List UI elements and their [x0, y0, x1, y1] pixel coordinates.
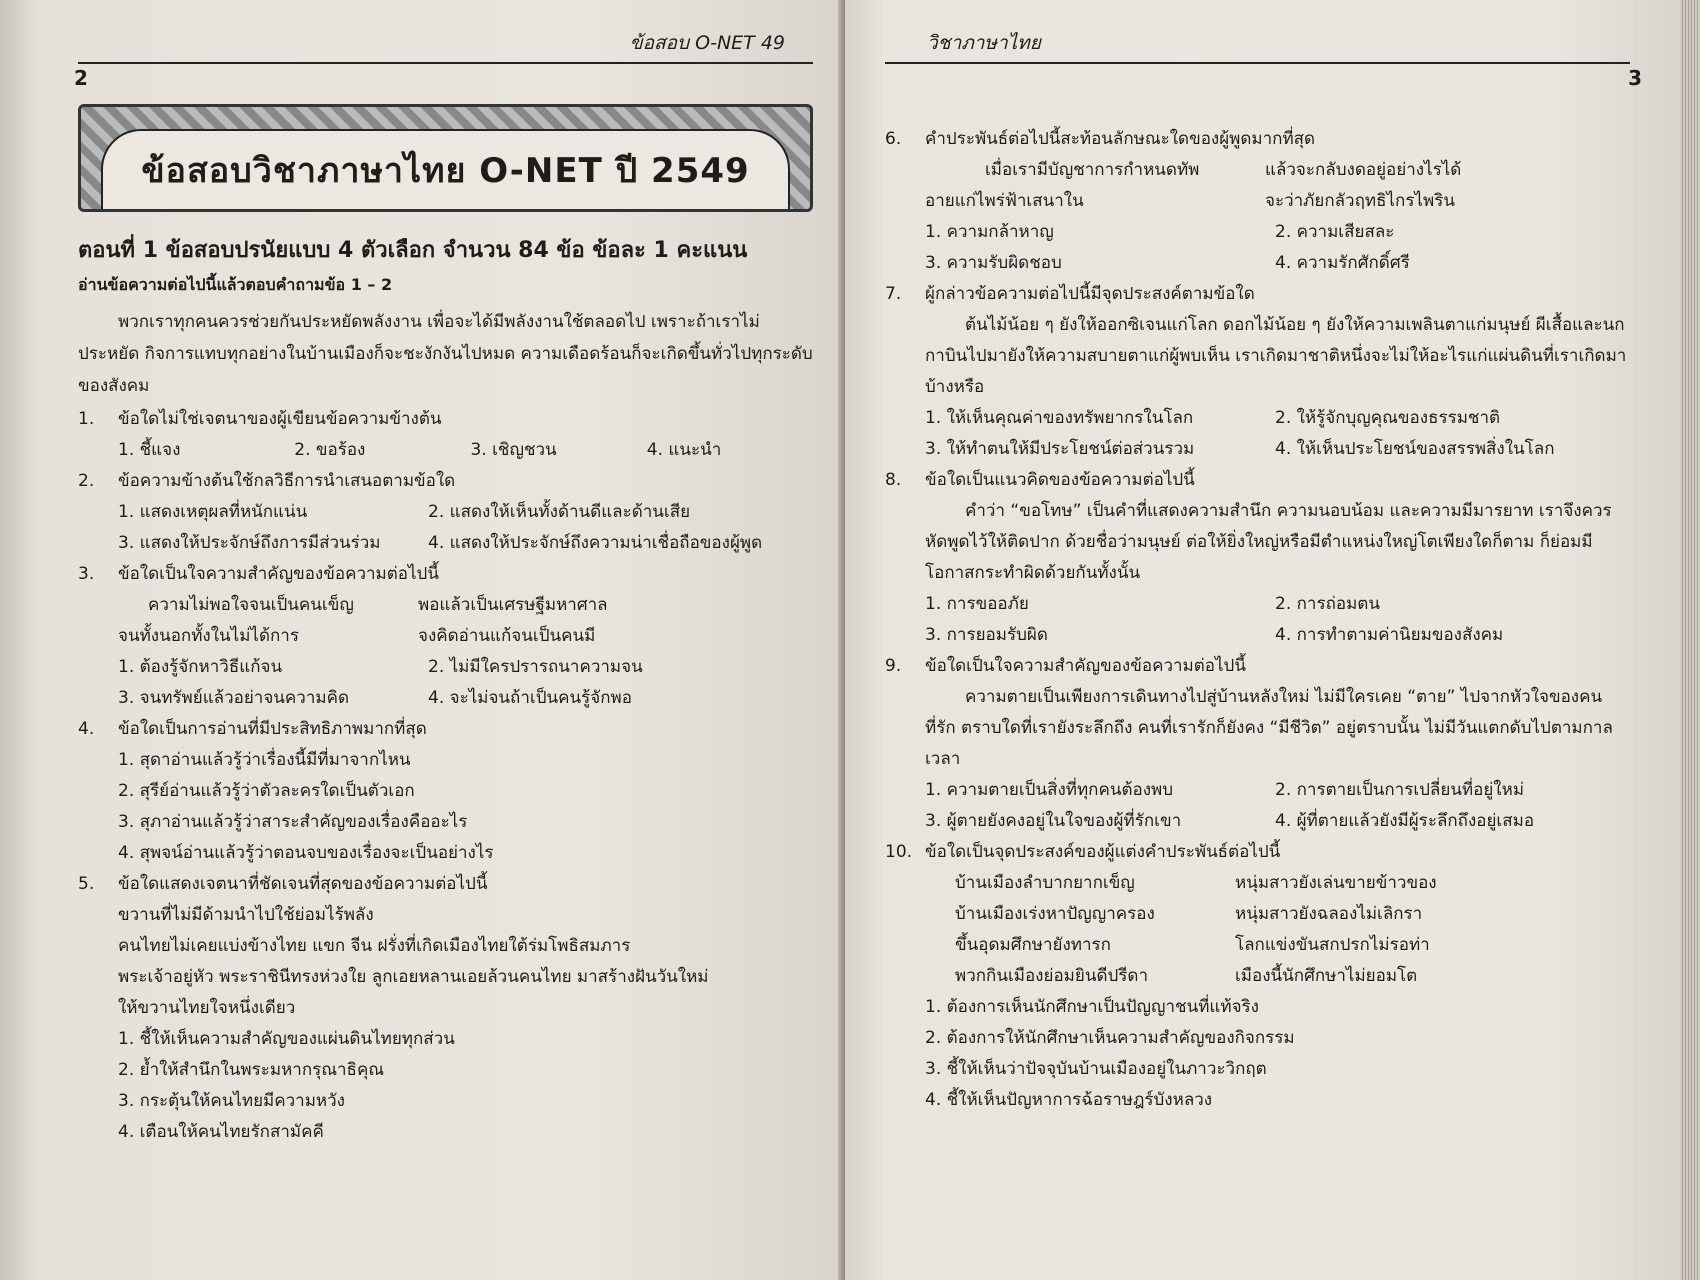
option: 1. แสดงเหตุผลที่หนักแน่น — [118, 502, 308, 522]
option: 3. ผู้ตายยังคงอยู่ในใจของผู้ที่รักเขา — [925, 811, 1182, 831]
poem-line: จะว่าภัยกลัวฤทธิไกรไพริน — [1265, 191, 1455, 211]
poem-line: อายแก่ไพร่ฟ้าเสนาใน — [925, 191, 1084, 211]
option: 3. สุภาอ่านแล้วรู้ว่าสาระสำคัญของเรื่องคืออะไร — [118, 812, 468, 832]
option: 3. ความรับผิดชอบ — [925, 253, 1062, 273]
option: 3. เชิญชวน — [470, 440, 557, 460]
question-text: ข้อใดเป็นแนวคิดของข้อความต่อไปนี้ — [925, 470, 1195, 490]
option: 1. การขออภัย — [925, 594, 1029, 614]
option: 2. ต้องการให้นักศึกษาเห็นความสำคัญของกิจกรรม — [925, 1028, 1295, 1048]
question-9 — [885, 651, 1630, 837]
question-text: ข้อใดเป็นใจความสำคัญของข้อความต่อไปนี้ — [925, 656, 1246, 676]
question-number: 9. — [885, 656, 902, 676]
question-passage: ความตายเป็นเพียงการเดินทางไปสู่บ้านหลังใหม่ ไม่มีใครเคย “ตาย” ไปจากหัวใจของคนที่รัก ตราบใดที่เรายังระลึกถึง คนที่เรารักก็ยังคง “มีชีวิต” อยู่ตราบนั้น ไม่มีวันแตกดับไปตามกาลเวลา — [925, 687, 1613, 769]
option: 1. ให้เห็นคุณค่าของทรัพยากรในโลก — [925, 408, 1194, 428]
question-text: ผู้กล่าวข้อความต่อไปนี้มีจุดประสงค์ตามข้อใด — [925, 284, 1255, 304]
option: 4. แนะนำ — [646, 440, 722, 460]
right-running-header — [885, 24, 1642, 90]
option: 2. แสดงให้เห็นทั้งด้านดีและด้านเสีย — [428, 502, 691, 522]
right-running-title: วิชาภาษาไทย — [927, 32, 1041, 54]
option: 4. ความรักศักดิ์ศรี — [1275, 253, 1410, 273]
option: 2. ไม่มีใครปรารถนาความจน — [428, 657, 643, 677]
question-number: 3. — [78, 564, 95, 584]
title-banner — [78, 104, 813, 212]
poem-line: บ้านเมืองลำบากยากเข็ญ — [955, 873, 1135, 893]
option: 2. ความเสียสละ — [1275, 222, 1395, 242]
option: 3. ให้ทำตนให้มีประโยชน์ต่อส่วนรวม — [925, 439, 1195, 459]
poem-line: พวกกินเมืองย่อมยินดีปรีดา — [955, 966, 1148, 986]
question-text: ข้อใดไม่ใช่เจตนาของผู้เขียนข้อความข้างต้น — [118, 409, 442, 429]
option: 3. แสดงให้ประจักษ์ถึงการมีส่วนร่วม — [118, 533, 381, 553]
poem-line: หนุ่มสาวยังฉลองไม่เลิกรา — [1235, 904, 1423, 924]
section-heading: ตอนที่ 1 ข้อสอบปรนัยแบบ 4 ตัวเลือก จำนวน 84 ข้อ ข้อละ 1 คะแนน — [78, 238, 748, 263]
poem-line: พอแล้วเป็นเศรษฐีมหาศาล — [418, 595, 608, 615]
question-4 — [78, 714, 813, 869]
option: 1. ต้องการเห็นนักศึกษาเป็นปัญญาชนที่แท้จริง — [925, 997, 1259, 1017]
question-number: 2. — [78, 471, 95, 491]
page-stack-edge — [1680, 0, 1700, 1280]
option: 1. สุดาอ่านแล้วรู้ว่าเรื่องนี้มีที่มาจากไหน — [118, 750, 411, 770]
question-number: 4. — [78, 719, 95, 739]
option: 2. ให้รู้จักบุญคุณของธรรมชาติ — [1275, 408, 1501, 428]
poem-line: ความไม่พอใจจนเป็นคนเข็ญ — [148, 595, 354, 615]
poem-line: แล้วจะกลับงดอยู่อย่างไรได้ — [1265, 160, 1462, 180]
question-10 — [885, 837, 1630, 1116]
instruction: อ่านข้อความต่อไปนี้แล้วตอบคำถามข้อ 1 – 2 — [78, 275, 393, 294]
question-number: 10. — [885, 842, 913, 862]
question-text: ข้อใดแสดงเจตนาที่ชัดเจนที่สุดของข้อความต่อไปนี้ — [118, 874, 488, 894]
question-number: 1. — [78, 409, 95, 429]
option: 1. ชี้ให้เห็นความสำคัญของแผ่นดินไทยทุกส่วน — [118, 1029, 455, 1049]
option: 2. ขอร้อง — [294, 440, 366, 460]
question-3 — [78, 559, 813, 714]
question-number: 8. — [885, 470, 902, 490]
question-number: 6. — [885, 129, 902, 149]
passage-1-2: พวกเราทุกคนควรช่วยกันประหยัดพลังงาน เพื่อจะได้มีพลังงานใช้ตลอดไป เพราะถ้าเราไม่ประหยัด กิจการแทบทุกอย่างในบ้านเมืองก็จะชะงักงันไปหมด ความเดือดร้อนก็จะเกิดขึ้นทั่วไปทุกระดับของสังคม — [78, 312, 813, 396]
left-page-number: 2 — [74, 66, 88, 90]
quote-line: ให้ขวานไทยใจหนึ่งเดียว — [118, 998, 296, 1018]
question-number: 5. — [78, 874, 95, 894]
question-1 — [78, 404, 813, 466]
option: 4. ให้เห็นประโยชน์ของสรรพสิ่งในโลก — [1275, 439, 1555, 459]
question-8 — [885, 465, 1630, 651]
quote-line: คนไทยไม่เคยแบ่งข้างไทย แขก จีน ฝรั่งที่เกิดเมืองไทยใต้ร่มโพธิสมภาร — [118, 936, 631, 956]
option: 2. สุรีย์อ่านแล้วรู้ว่าตัวละครใดเป็นตัวเอก — [118, 781, 415, 801]
poem-line: เมื่อเรามีบัญชาการกำหนดทัพ — [985, 160, 1200, 180]
question-6 — [885, 124, 1630, 279]
option: 4. การทำตามค่านิยมของสังคม — [1275, 625, 1504, 645]
poem-line: โลกแข่งขันสกปรกไม่รอท่า — [1235, 935, 1430, 955]
question-7 — [885, 279, 1630, 465]
poem-line: หนุ่มสาวยังเล่นขายข้าวของ — [1235, 873, 1437, 893]
option: 4. สุพจน์อ่านแล้วรู้ว่าตอนจบของเรื่องจะเป็นอย่างไร — [118, 843, 494, 863]
question-passage: คำว่า “ขอโทษ” เป็นคำที่แสดงความสำนึก ความนอบน้อม และความมีมารยาท เราจึงควรหัดพูดไว้ให้ติดปาก ด้วยชื่อว่ามนุษย์ ต่อให้ยิ่งใหญ่หรือมีตำแหน่งใหญ่โตเพียงใดก็ตาม ก็ย่อมมีโอกาสกระทำผิดด้วยกันทั้งนั้น — [925, 501, 1612, 583]
option: 4. เตือนให้คนไทยรักสามัคคี — [118, 1122, 324, 1142]
question-text: คำประพันธ์ต่อไปนี้สะท้อนลักษณะใดของผู้พูดมากที่สุด — [925, 129, 1316, 149]
question-text: ข้อใดเป็นใจความสำคัญของข้อความต่อไปนี้ — [118, 564, 439, 584]
poem-line: จนทั้งนอกทั้งในไม่ได้การ — [118, 626, 299, 646]
option: 1. ความตายเป็นสิ่งที่ทุกคนต้องพบ — [925, 780, 1173, 800]
left-running-header — [74, 24, 813, 90]
right-page-number: 3 — [1628, 66, 1642, 90]
option: 3. จนทรัพย์แล้วอย่าจนความคิด — [118, 688, 350, 708]
option: 3. การยอมรับผิด — [925, 625, 1048, 645]
exam-title: ข้อสอบวิชาภาษาไทย O-NET ปี 2549 — [141, 151, 750, 191]
right-page — [845, 0, 1680, 1280]
option: 4. ผู้ที่ตายแล้วยังมีผู้ระลึกถึงอยู่เสมอ — [1275, 811, 1535, 831]
poem-line: เมืองนี้นักศึกษาไม่ยอมโต — [1235, 966, 1418, 986]
option: 4. ชี้ให้เห็นปัญหาการฉ้อราษฎร์บังหลวง — [925, 1090, 1213, 1110]
question-passage: ต้นไม้น้อย ๆ ยังให้ออกซิเจนแก่โลก ดอกไม้น้อย ๆ ยังให้ความเพลินตาแก่มนุษย์ ผีเสื้อและนกกาบินไปมายังให้ความสบายตาแก่ผู้พบเห็น เราเกิดมาชาติหนึ่งจะไม่ให้อะไรแก่แผ่นดินที่เราเกิดมาบ้างหรือ — [925, 315, 1627, 397]
quote-line: ขวานที่ไม่มีด้ามนำไปใช้ย่อมไร้พลัง — [118, 905, 374, 925]
title-banner-inner — [101, 129, 790, 209]
question-2 — [78, 466, 813, 559]
left-running-title: ข้อสอบ O-NET 49 — [629, 32, 785, 54]
quote-line: พระเจ้าอยู่หัว พระราชินีทรงห่วงใย ลูกเอยหลานเอยล้วนคนไทย มาสร้างฝันวันใหม่ — [118, 967, 709, 987]
poem-line: จงคิดอ่านแก้จนเป็นคนมี — [418, 626, 596, 646]
option: 4. แสดงให้ประจักษ์ถึงความน่าเชื่อถือของผู้พูด — [428, 533, 763, 553]
question-number: 7. — [885, 284, 902, 304]
question-text: ข้อใดเป็นการอ่านที่มีประสิทธิภาพมากที่สุด — [118, 719, 427, 739]
option: 1. ความกล้าหาญ — [925, 222, 1054, 242]
option: 2. การถ่อมตน — [1275, 594, 1380, 614]
option: 4. จะไม่จนถ้าเป็นคนรู้จักพอ — [428, 688, 632, 708]
left-page — [0, 0, 845, 1280]
poem-line: บ้านเมืองเร่งหาปัญญาครอง — [955, 904, 1155, 924]
question-text: ข้อความข้างต้นใช้กลวิธีการนำเสนอตามข้อใด — [118, 471, 456, 491]
option: 2. ย้ำให้สำนึกในพระมหากรุณาธิคุณ — [118, 1060, 385, 1080]
option: 3. กระตุ้นให้คนไทยมีความหวัง — [118, 1091, 345, 1111]
option: 2. การตายเป็นการเปลี่ยนที่อยู่ใหม่ — [1275, 780, 1525, 800]
option: 3. ชี้ให้เห็นว่าปัจจุบันบ้านเมืองอยู่ในภาวะวิกฤต — [925, 1059, 1267, 1079]
question-text: ข้อใดเป็นจุดประสงค์ของผู้แต่งคำประพันธ์ต่อไปนี้ — [925, 842, 1281, 862]
option: 1. ชี้แจง — [118, 440, 181, 460]
option: 1. ต้องรู้จักหาวิธีแก้จน — [118, 657, 283, 677]
question-5 — [78, 869, 813, 1148]
poem-line: ขึ้นอุดมศึกษายังทารก — [955, 935, 1111, 955]
